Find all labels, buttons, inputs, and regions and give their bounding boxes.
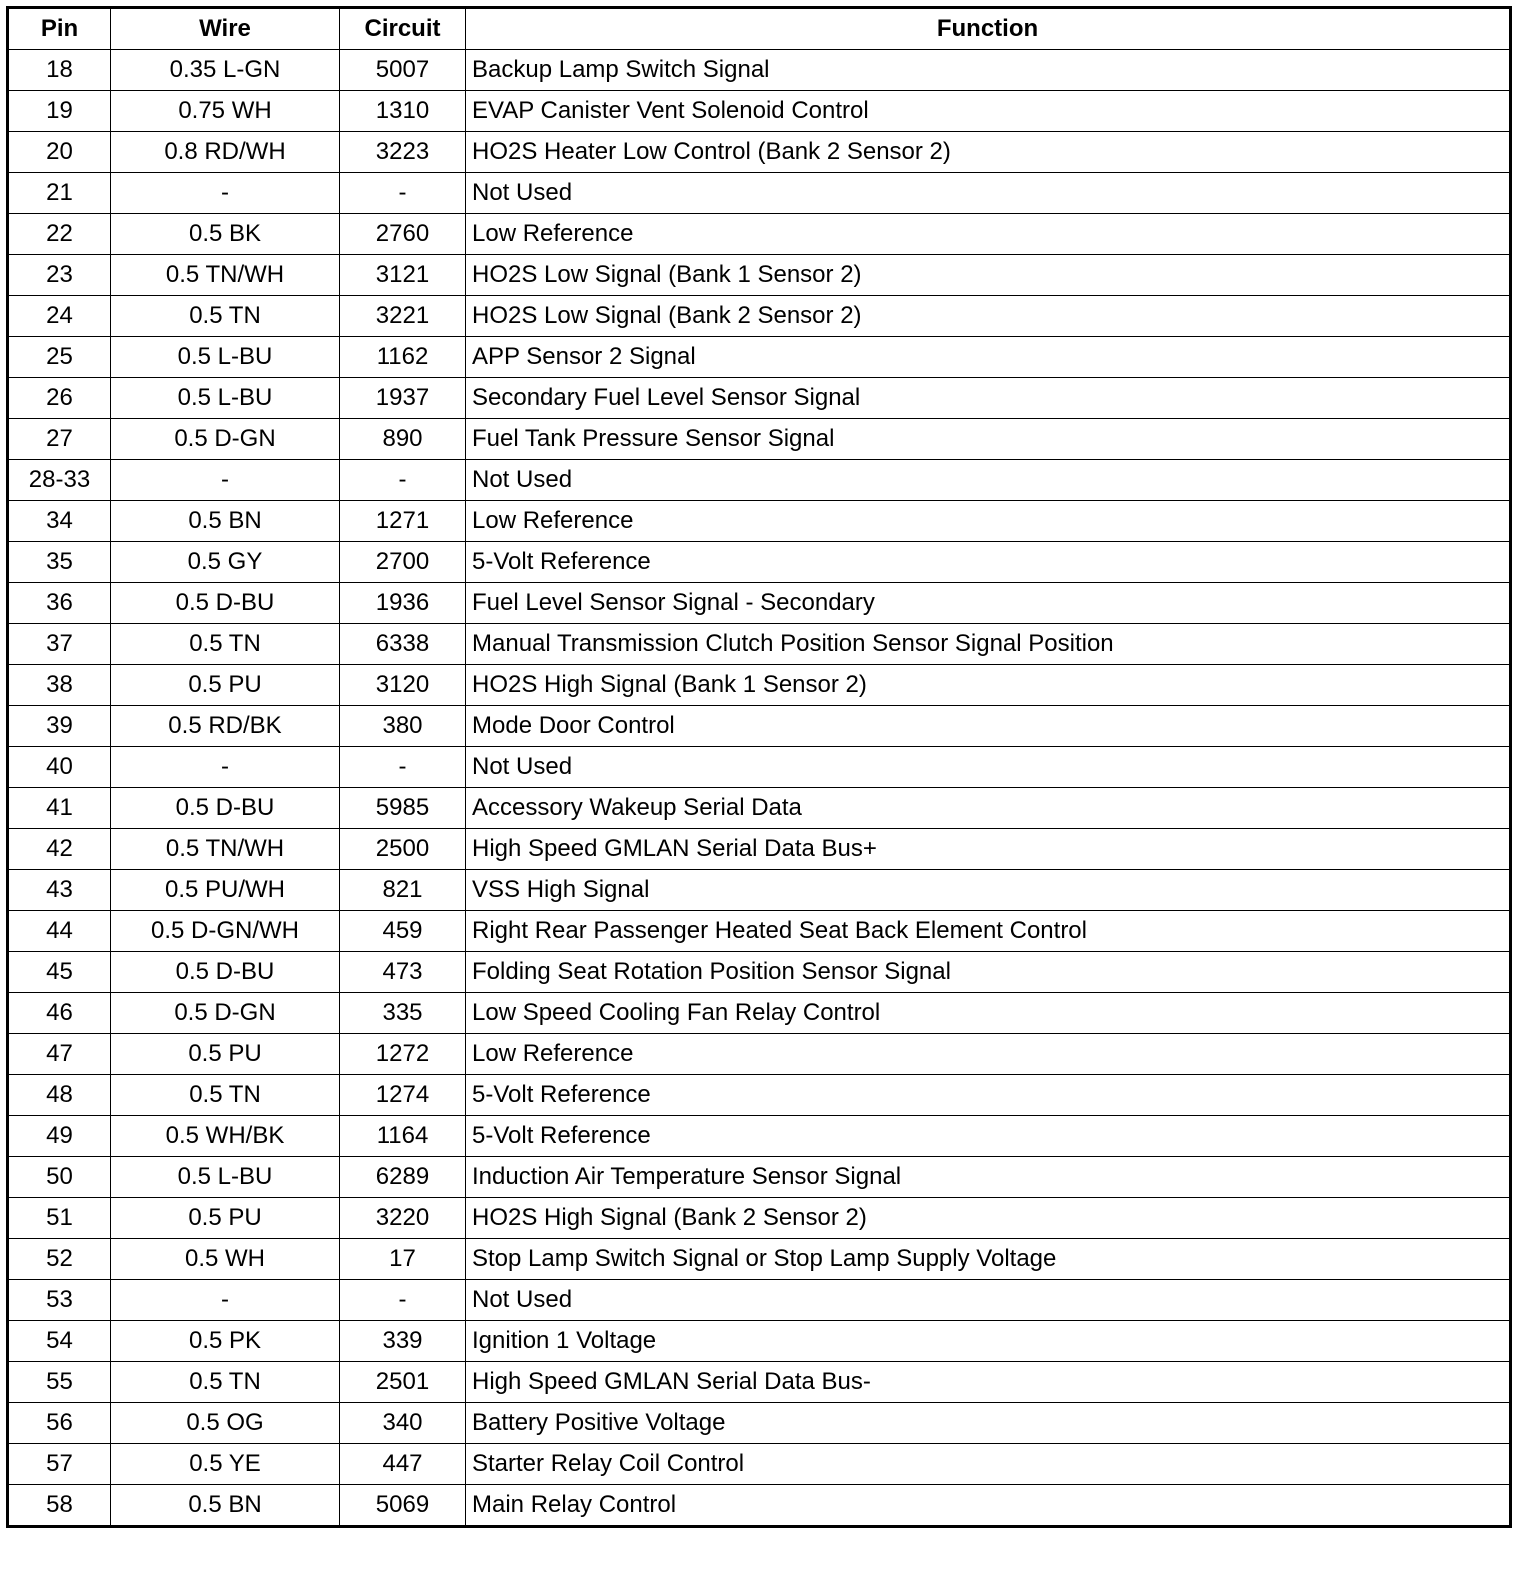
header-row	[8, 8, 1511, 50]
cell-circuit: 2501	[340, 1362, 466, 1403]
table-row	[8, 378, 1511, 419]
cell-circuit: 3220	[340, 1198, 466, 1239]
cell-wire: 0.5 BN	[111, 1485, 340, 1527]
cell-circuit: 5007	[340, 50, 466, 91]
cell-circuit: 1936	[340, 583, 466, 624]
cell-pin: 41	[8, 788, 111, 829]
cell-function: Not Used	[466, 460, 1511, 501]
cell-circuit: 2760	[340, 214, 466, 255]
cell-wire: 0.5 PU	[111, 1198, 340, 1239]
table-header	[8, 8, 1511, 50]
table-row	[8, 419, 1511, 460]
table-row	[8, 1034, 1511, 1075]
cell-wire: 0.5 TN/WH	[111, 829, 340, 870]
header-wire: Wire	[111, 8, 340, 50]
cell-function: HO2S Heater Low Control (Bank 2 Sensor 2)	[466, 132, 1511, 173]
cell-pin: 47	[8, 1034, 111, 1075]
cell-function: VSS High Signal	[466, 870, 1511, 911]
cell-function: Manual Transmission Clutch Position Sensor Signal Position	[466, 624, 1511, 665]
table-row	[8, 50, 1511, 91]
cell-pin: 25	[8, 337, 111, 378]
table-row	[8, 1198, 1511, 1239]
cell-wire: 0.5 L-BU	[111, 1157, 340, 1198]
cell-wire: -	[111, 1280, 340, 1321]
table-row	[8, 870, 1511, 911]
cell-pin: 26	[8, 378, 111, 419]
cell-pin: 54	[8, 1321, 111, 1362]
cell-function: Not Used	[466, 747, 1511, 788]
table-body	[8, 50, 1511, 1527]
cell-pin: 34	[8, 501, 111, 542]
cell-pin: 53	[8, 1280, 111, 1321]
table-row	[8, 1362, 1511, 1403]
cell-function: Not Used	[466, 1280, 1511, 1321]
table-row	[8, 501, 1511, 542]
table-row	[8, 1321, 1511, 1362]
cell-pin: 40	[8, 747, 111, 788]
table-row	[8, 1075, 1511, 1116]
cell-circuit: 5069	[340, 1485, 466, 1527]
cell-function: Main Relay Control	[466, 1485, 1511, 1527]
cell-function: Right Rear Passenger Heated Seat Back Element Control	[466, 911, 1511, 952]
cell-wire: 0.5 TN	[111, 1362, 340, 1403]
cell-circuit: 339	[340, 1321, 466, 1362]
cell-wire: 0.5 PU	[111, 1034, 340, 1075]
cell-pin: 46	[8, 993, 111, 1034]
cell-wire: 0.5 RD/BK	[111, 706, 340, 747]
cell-wire: 0.5 PK	[111, 1321, 340, 1362]
cell-function: High Speed GMLAN Serial Data Bus-	[466, 1362, 1511, 1403]
cell-pin: 37	[8, 624, 111, 665]
cell-function: Fuel Tank Pressure Sensor Signal	[466, 419, 1511, 460]
cell-wire: 0.5 TN	[111, 296, 340, 337]
cell-circuit: 3223	[340, 132, 466, 173]
cell-wire: 0.35 L-GN	[111, 50, 340, 91]
table-row	[8, 296, 1511, 337]
cell-function: HO2S Low Signal (Bank 1 Sensor 2)	[466, 255, 1511, 296]
cell-pin: 39	[8, 706, 111, 747]
cell-circuit: 1310	[340, 91, 466, 132]
cell-function: APP Sensor 2 Signal	[466, 337, 1511, 378]
cell-function: HO2S High Signal (Bank 1 Sensor 2)	[466, 665, 1511, 706]
cell-circuit: 1274	[340, 1075, 466, 1116]
cell-circuit: 3120	[340, 665, 466, 706]
cell-function: Low Reference	[466, 214, 1511, 255]
cell-circuit: 1271	[340, 501, 466, 542]
cell-pin: 42	[8, 829, 111, 870]
cell-function: Low Reference	[466, 1034, 1511, 1075]
cell-function: Accessory Wakeup Serial Data	[466, 788, 1511, 829]
cell-wire: 0.5 YE	[111, 1444, 340, 1485]
cell-pin: 18	[8, 50, 111, 91]
cell-pin: 44	[8, 911, 111, 952]
cell-wire: 0.5 PU	[111, 665, 340, 706]
cell-wire: 0.75 WH	[111, 91, 340, 132]
cell-circuit: 1937	[340, 378, 466, 419]
cell-pin: 55	[8, 1362, 111, 1403]
table-row	[8, 1444, 1511, 1485]
cell-circuit: 821	[340, 870, 466, 911]
cell-pin: 58	[8, 1485, 111, 1527]
cell-circuit: 473	[340, 952, 466, 993]
cell-pin: 50	[8, 1157, 111, 1198]
header-pin: Pin	[8, 8, 111, 50]
table-row	[8, 1403, 1511, 1444]
table-row	[8, 132, 1511, 173]
cell-wire: 0.5 D-BU	[111, 952, 340, 993]
cell-circuit: 890	[340, 419, 466, 460]
cell-function: Secondary Fuel Level Sensor Signal	[466, 378, 1511, 419]
cell-circuit: 5985	[340, 788, 466, 829]
cell-circuit: 6338	[340, 624, 466, 665]
cell-wire: 0.5 D-GN/WH	[111, 911, 340, 952]
header-circuit: Circuit	[340, 8, 466, 50]
cell-function: 5-Volt Reference	[466, 1116, 1511, 1157]
cell-wire: 0.5 BN	[111, 501, 340, 542]
cell-wire: 0.5 WH	[111, 1239, 340, 1280]
table-row	[8, 911, 1511, 952]
cell-wire: 0.5 TN	[111, 624, 340, 665]
table-row	[8, 1116, 1511, 1157]
cell-function: Backup Lamp Switch Signal	[466, 50, 1511, 91]
table-row	[8, 460, 1511, 501]
cell-wire: 0.5 D-BU	[111, 583, 340, 624]
cell-pin: 35	[8, 542, 111, 583]
cell-function: Low Speed Cooling Fan Relay Control	[466, 993, 1511, 1034]
cell-wire: 0.5 PU/WH	[111, 870, 340, 911]
table-row	[8, 624, 1511, 665]
cell-circuit: 3221	[340, 296, 466, 337]
cell-pin: 36	[8, 583, 111, 624]
table-row	[8, 665, 1511, 706]
cell-wire: -	[111, 460, 340, 501]
cell-wire: 0.8 RD/WH	[111, 132, 340, 173]
table-row	[8, 337, 1511, 378]
cell-circuit: 380	[340, 706, 466, 747]
cell-pin: 57	[8, 1444, 111, 1485]
cell-pin: 56	[8, 1403, 111, 1444]
table-row	[8, 173, 1511, 214]
cell-circuit: 2700	[340, 542, 466, 583]
table-row	[8, 747, 1511, 788]
table-row	[8, 91, 1511, 132]
cell-circuit: 1164	[340, 1116, 466, 1157]
cell-wire: 0.5 D-GN	[111, 419, 340, 460]
cell-pin: 27	[8, 419, 111, 460]
cell-wire: 0.5 TN	[111, 1075, 340, 1116]
cell-pin: 20	[8, 132, 111, 173]
cell-wire: -	[111, 747, 340, 788]
cell-pin: 28-33	[8, 460, 111, 501]
cell-function: EVAP Canister Vent Solenoid Control	[466, 91, 1511, 132]
cell-circuit: -	[340, 460, 466, 501]
cell-function: Fuel Level Sensor Signal - Secondary	[466, 583, 1511, 624]
cell-circuit: -	[340, 173, 466, 214]
table-row	[8, 706, 1511, 747]
cell-circuit: 335	[340, 993, 466, 1034]
cell-circuit: -	[340, 747, 466, 788]
cell-function: Low Reference	[466, 501, 1511, 542]
cell-circuit: 6289	[340, 1157, 466, 1198]
cell-pin: 45	[8, 952, 111, 993]
cell-pin: 51	[8, 1198, 111, 1239]
cell-circuit: 340	[340, 1403, 466, 1444]
cell-pin: 22	[8, 214, 111, 255]
cell-circuit: 1272	[340, 1034, 466, 1075]
table-row	[8, 1157, 1511, 1198]
header-function: Function	[466, 8, 1511, 50]
connector-pinout-table	[6, 6, 1512, 1528]
cell-wire: 0.5 D-BU	[111, 788, 340, 829]
cell-function: 5-Volt Reference	[466, 1075, 1511, 1116]
cell-wire: 0.5 GY	[111, 542, 340, 583]
table-row	[8, 1485, 1511, 1527]
cell-pin: 24	[8, 296, 111, 337]
cell-circuit: 1162	[340, 337, 466, 378]
table-row	[8, 542, 1511, 583]
cell-pin: 52	[8, 1239, 111, 1280]
cell-wire: 0.5 WH/BK	[111, 1116, 340, 1157]
cell-pin: 23	[8, 255, 111, 296]
table-row	[8, 993, 1511, 1034]
cell-circuit: 447	[340, 1444, 466, 1485]
cell-function: Mode Door Control	[466, 706, 1511, 747]
table-row	[8, 583, 1511, 624]
cell-circuit: 2500	[340, 829, 466, 870]
cell-wire: 0.5 TN/WH	[111, 255, 340, 296]
cell-wire: 0.5 OG	[111, 1403, 340, 1444]
cell-wire: -	[111, 173, 340, 214]
table-row	[8, 214, 1511, 255]
table-row	[8, 255, 1511, 296]
table-row	[8, 829, 1511, 870]
cell-pin: 38	[8, 665, 111, 706]
table-row	[8, 1239, 1511, 1280]
cell-pin: 49	[8, 1116, 111, 1157]
cell-circuit: 17	[340, 1239, 466, 1280]
cell-function: Stop Lamp Switch Signal or Stop Lamp Supply Voltage	[466, 1239, 1511, 1280]
cell-pin: 48	[8, 1075, 111, 1116]
cell-function: Folding Seat Rotation Position Sensor Signal	[466, 952, 1511, 993]
cell-wire: 0.5 BK	[111, 214, 340, 255]
cell-pin: 43	[8, 870, 111, 911]
cell-function: HO2S High Signal (Bank 2 Sensor 2)	[466, 1198, 1511, 1239]
cell-function: High Speed GMLAN Serial Data Bus+	[466, 829, 1511, 870]
cell-circuit: 459	[340, 911, 466, 952]
cell-function: Starter Relay Coil Control	[466, 1444, 1511, 1485]
cell-function: Ignition 1 Voltage	[466, 1321, 1511, 1362]
cell-wire: 0.5 D-GN	[111, 993, 340, 1034]
cell-wire: 0.5 L-BU	[111, 378, 340, 419]
cell-pin: 21	[8, 173, 111, 214]
cell-wire: 0.5 L-BU	[111, 337, 340, 378]
cell-circuit: 3121	[340, 255, 466, 296]
cell-function: Not Used	[466, 173, 1511, 214]
table-row	[8, 1280, 1511, 1321]
table-row	[8, 952, 1511, 993]
cell-function: 5-Volt Reference	[466, 542, 1511, 583]
cell-function: Battery Positive Voltage	[466, 1403, 1511, 1444]
cell-circuit: -	[340, 1280, 466, 1321]
cell-function: HO2S Low Signal (Bank 2 Sensor 2)	[466, 296, 1511, 337]
cell-function: Induction Air Temperature Sensor Signal	[466, 1157, 1511, 1198]
table-row	[8, 788, 1511, 829]
cell-pin: 19	[8, 91, 111, 132]
